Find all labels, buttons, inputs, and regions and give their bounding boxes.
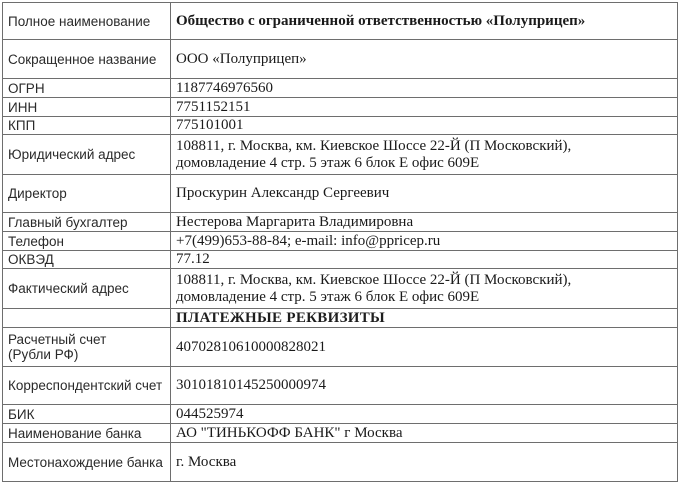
legal-address-line2: домовладение 4 стр. 5 этаж 6 блок Е офис 609Е xyxy=(176,154,480,171)
value-bank-name: АО "ТИНЬКОФФ БАНК" г Москва xyxy=(171,424,678,443)
value-bank-location: г. Москва xyxy=(171,443,678,482)
label-account-line2: (Рубли РФ) xyxy=(8,347,79,362)
row-corr-account xyxy=(3,367,678,405)
value-bik: 044525974 xyxy=(171,405,678,424)
row-phone xyxy=(3,232,678,251)
value-corr-account: 30101810145250000974 xyxy=(171,367,678,405)
label-bik: БИК xyxy=(3,405,171,424)
row-payment-section xyxy=(3,309,678,328)
row-account xyxy=(3,328,678,367)
label-payment-section-empty xyxy=(3,309,171,328)
value-director: Проскурин Александр Сергеевич xyxy=(171,175,678,213)
label-okved: ОКВЭД xyxy=(3,251,171,269)
label-corr-account: Корреспондентский счет xyxy=(3,367,171,405)
row-bik xyxy=(3,405,678,424)
label-chief-accountant: Главный бухгалтер xyxy=(3,213,171,232)
value-phone: +7(499)653-88-84; e-mail: info@ppricep.ru xyxy=(171,232,678,251)
row-chief-accountant xyxy=(3,213,678,232)
value-ogrn: 1187746976560 xyxy=(171,79,678,98)
value-full-name: Общество с ограниченной ответственностью «Полуприцеп» xyxy=(171,3,678,40)
row-bank-name xyxy=(3,424,678,443)
payment-section-title: ПЛАТЕЖНЫЕ РЕКВИЗИТЫ xyxy=(171,309,678,328)
legal-address-line1: 108811, г. Москва, км. Киевское Шоссе 22-Й (П Московский), xyxy=(176,137,572,154)
actual-address-line1: 108811, г. Москва, км. Киевское Шоссе 22-Й (П Московский), xyxy=(176,271,572,288)
value-actual-address xyxy=(171,269,678,309)
label-full-name: Полное наименование xyxy=(3,3,171,40)
label-legal-address: Юридический адрес xyxy=(3,135,171,175)
row-ogrn xyxy=(3,79,678,98)
label-actual-address: Фактический адрес xyxy=(3,269,171,309)
label-inn: ИНН xyxy=(3,98,171,117)
value-okved: 77.12 xyxy=(171,251,678,269)
row-actual-address xyxy=(3,269,678,309)
value-chief-accountant: Нестерова Маргарита Владимировна xyxy=(171,213,678,232)
requisites-table xyxy=(2,2,678,482)
label-phone: Телефон xyxy=(3,232,171,251)
row-okved xyxy=(3,251,678,269)
row-director xyxy=(3,175,678,213)
label-account xyxy=(3,328,171,367)
row-kpp xyxy=(3,117,678,135)
label-account-line1: Расчетный счет xyxy=(8,332,107,347)
value-short-name: ООО «Полуприцеп» xyxy=(171,40,678,79)
label-short-name: Сокращенное название xyxy=(3,40,171,79)
value-kpp: 775101001 xyxy=(171,117,678,135)
label-kpp: КПП xyxy=(3,117,171,135)
value-legal-address xyxy=(171,135,678,175)
label-ogrn: ОГРН xyxy=(3,79,171,98)
label-bank-name: Наименование банка xyxy=(3,424,171,443)
row-legal-address xyxy=(3,135,678,175)
value-inn: 7751152151 xyxy=(171,98,678,117)
row-inn xyxy=(3,98,678,117)
label-director: Директор xyxy=(3,175,171,213)
row-full-name xyxy=(3,3,678,40)
value-account: 40702810610000828021 xyxy=(171,328,678,367)
actual-address-line2: домовладение 4 стр. 5 этаж 6 блок Е офис 609Е xyxy=(176,288,480,305)
label-bank-location: Местонахождение банка xyxy=(3,443,171,482)
row-bank-location xyxy=(3,443,678,482)
row-short-name xyxy=(3,40,678,79)
